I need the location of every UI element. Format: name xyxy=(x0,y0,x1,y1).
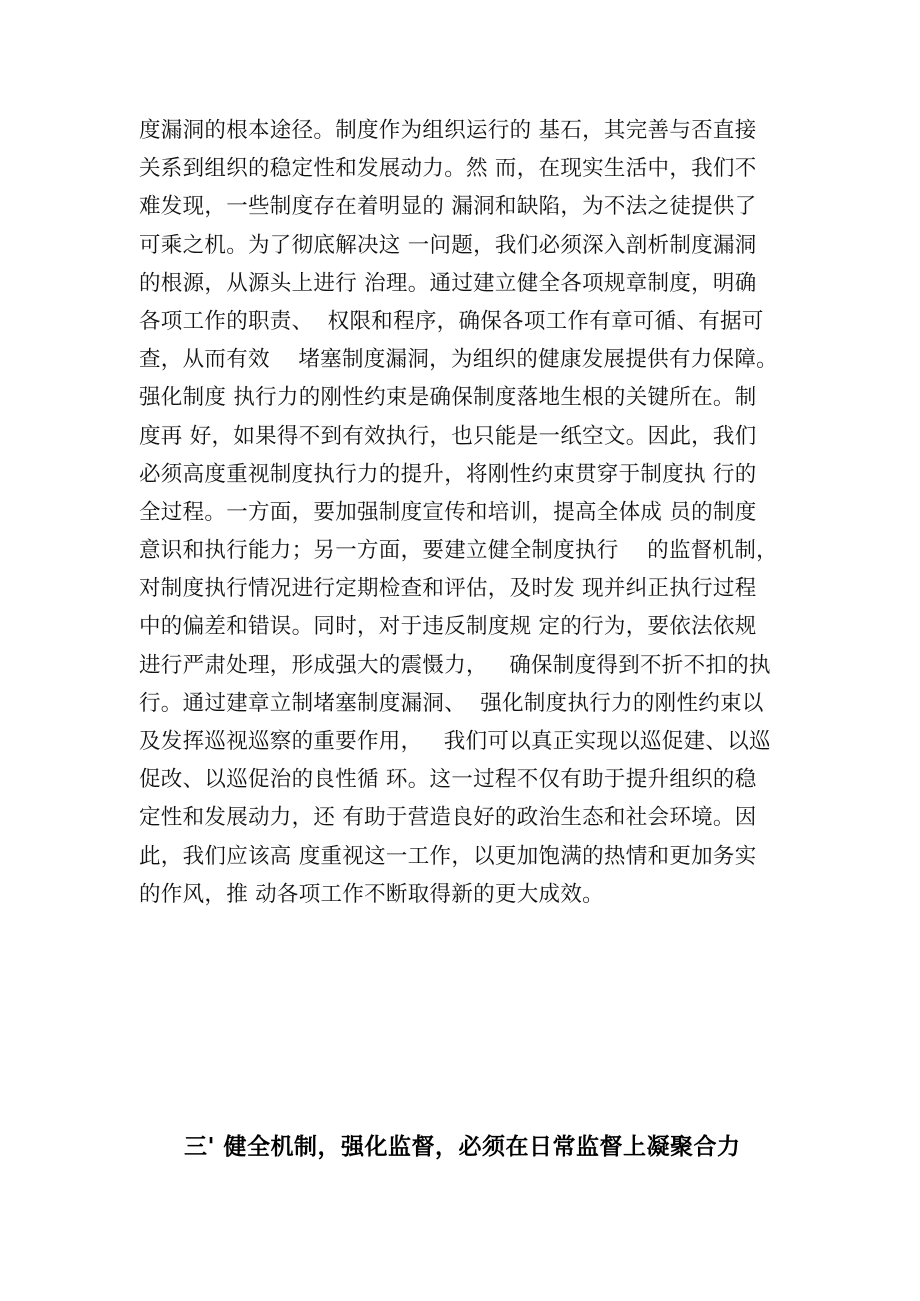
text-line: 意识和执行能力；另一方面，要建立健全制度执行 的监督机制， xyxy=(139,538,778,564)
text-line: 促改、以巡促治的良性循 环。这一过程不仅有助于提升组织的稳 xyxy=(139,767,757,793)
text-line: 进行严肃处理，形成强大的震慑力， 确保制度得到不折不扣的执 xyxy=(139,652,771,678)
text-line: 的根源，从源头上进行 治理。通过建立健全各项规章制度，明确 xyxy=(139,270,757,296)
text-line: 此，我们应该高 度重视这一工作，以更加饱满的热情和更加务实 xyxy=(139,843,757,869)
text-line: 对制度执行情况进行定期检查和评估，及时发 现并纠正执行过程 xyxy=(139,576,757,602)
text-line: 定性和发展动力，还 有助于营造良好的政治生态和社会环境。因 xyxy=(139,805,757,831)
text-line: 各项工作的职责、 权限和程序，确保各项工作有章可循、有据可 xyxy=(139,308,764,334)
section-heading: 三' 健全机制，强化监督，必须在日常监督上凝聚合力 xyxy=(184,1134,741,1160)
text-line: 行。通过建章立制堵塞制度漏洞、 强化制度执行力的刚性约束以 xyxy=(139,690,764,716)
body-paragraph xyxy=(139,112,799,914)
text-line: 度漏洞的根本途径。制度作为组织运行的 基石，其完善与否直接 xyxy=(139,118,757,143)
text-line: 强化制度 执行力的刚性约束是确保制度落地生根的关键所在。制 xyxy=(139,385,757,411)
text-line: 全过程。一方面，要加强制度宣传和培训，提高全体成 员的制度 xyxy=(139,499,757,525)
text-line: 及发挥巡视巡察的重要作用， 我们可以真正实现以巡促建、以巡 xyxy=(139,729,771,754)
text-line: 中的偏差和错误。同时，对于违反制度规 定的行为，要依法依规 xyxy=(139,614,757,640)
text-line: 的作风，推 动各项工作不断取得新的更大成效。 xyxy=(139,881,604,907)
text-line: 查，从而有效 堵塞制度漏洞，为组织的健康发展提供有力保障。 xyxy=(139,347,778,373)
text-line: 度再 好，如果得不到有效执行，也只能是一纸空文。因此，我们 xyxy=(139,423,757,449)
text-line: 可乘之机。为了彻底解决这 一问题，我们必须深入剖析制度漏洞 xyxy=(139,232,757,258)
text-line: 关系到组织的稳定性和发展动力。然 而，在现实生活中，我们不 xyxy=(139,156,757,182)
text-line: 难发现，一些制度存在着明显的 漏洞和缺陷，为不法之徒提供了 xyxy=(139,194,757,220)
text-line: 必须高度重视制度执行力的提升，将刚性约束贯穿于制度执 行的 xyxy=(139,461,757,487)
